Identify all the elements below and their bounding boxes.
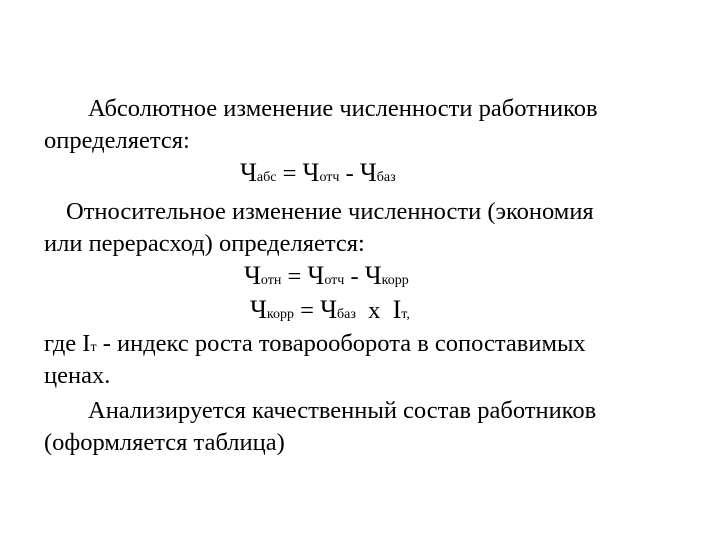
paragraph-absolute-change-line2: определяется: <box>44 127 190 154</box>
formula-corrected-headcount: Чкорр = Чбаз х Iт, <box>250 295 410 324</box>
formula-relative-change: Чотн = Чотч - Чкорр <box>244 261 409 290</box>
paragraph-staff-analysis-line2: (оформляется таблица) <box>44 429 285 456</box>
paragraph-staff-analysis-line1: Анализируется качественный состав работников <box>88 397 597 424</box>
formula-absolute-change: Чабс = Чотч - Чбаз <box>240 158 396 187</box>
paragraph-relative-change-line1: Относительное изменение численности (экономия <box>66 198 594 225</box>
paragraph-index-definition-line2: ценах. <box>44 362 111 389</box>
paragraph-absolute-change-line1: Абсолютное изменение численности работников <box>88 95 598 122</box>
paragraph-index-definition-line1: где Iт - индекс роста товарооборота в сопоставимых <box>44 330 586 357</box>
paragraph-relative-change-line2: или перерасход) определяется: <box>44 230 365 257</box>
